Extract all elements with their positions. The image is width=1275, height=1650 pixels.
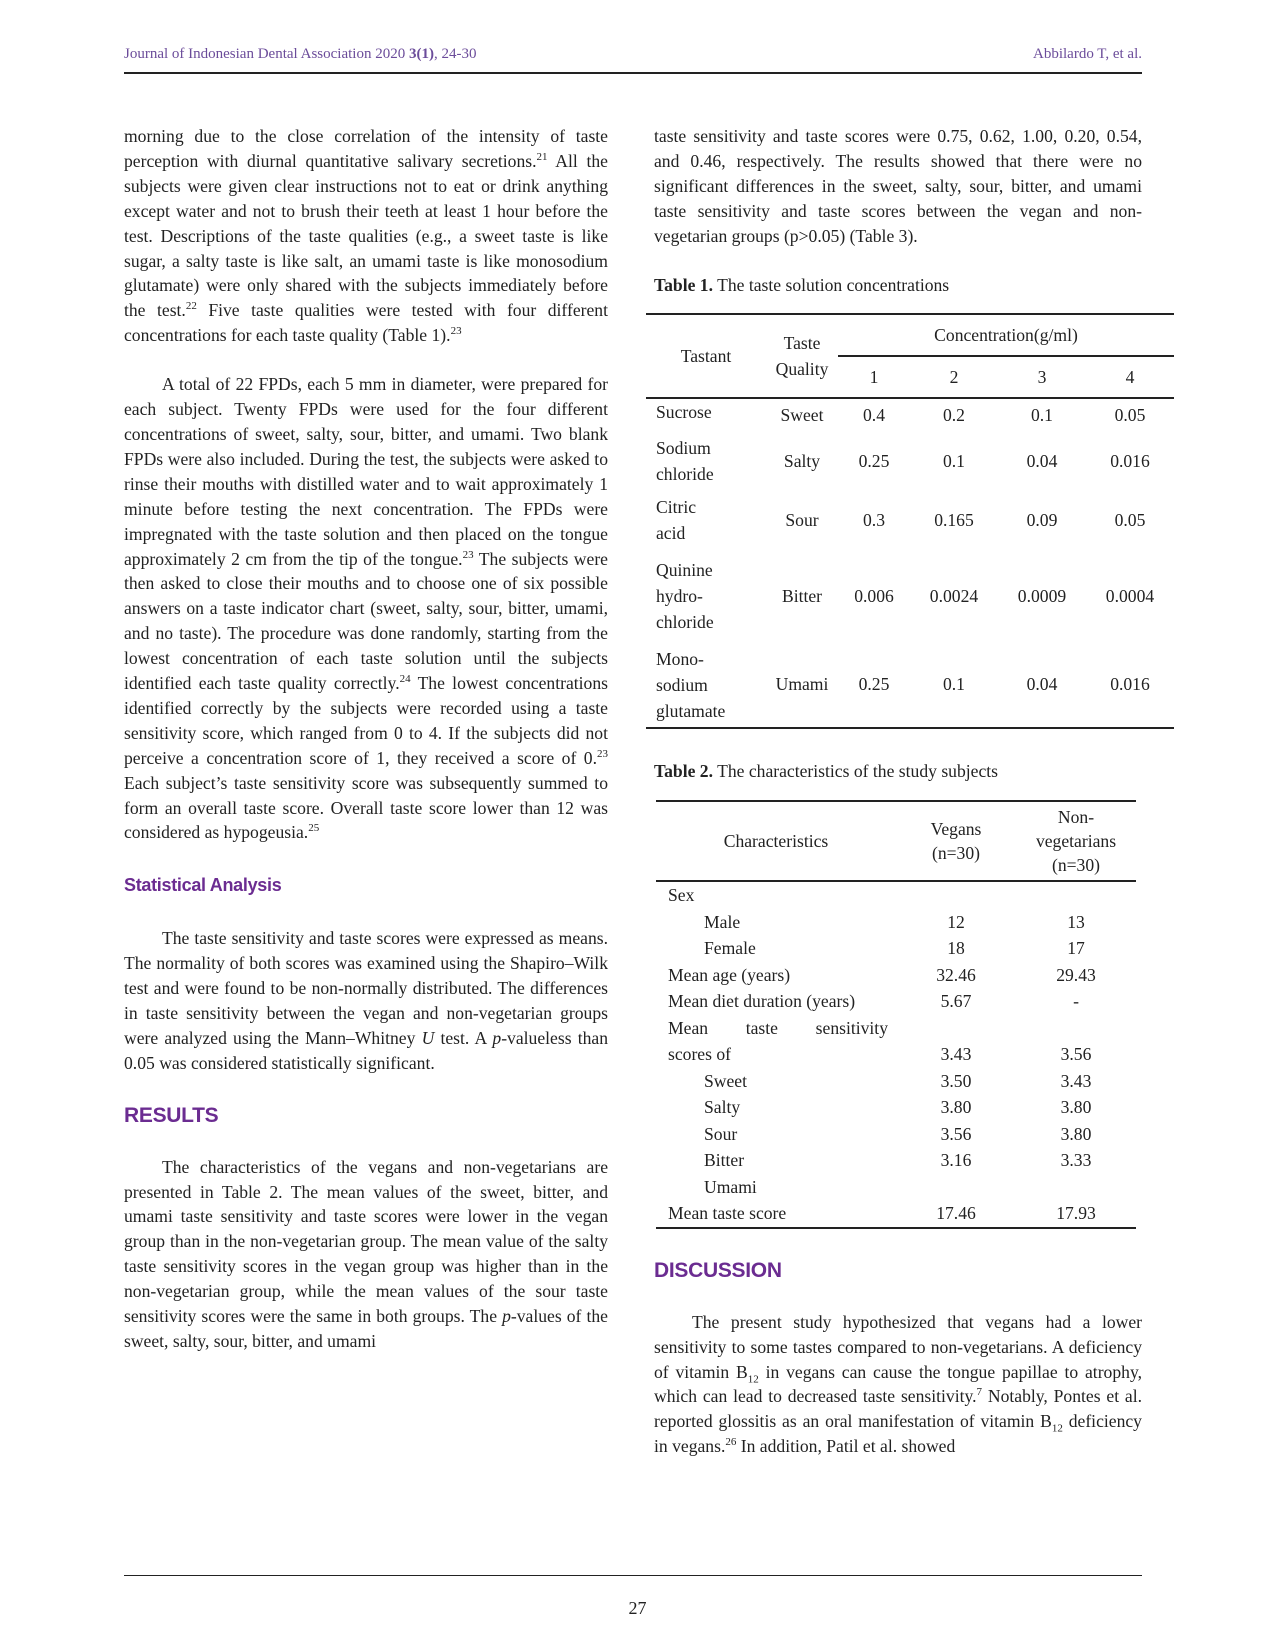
header-tastant: Tastant xyxy=(680,345,732,366)
header-level: 3 xyxy=(1037,366,1047,387)
header-non-vegetarians: Non- vegetarians (n=30) xyxy=(1035,807,1117,876)
table-row: Sucrose Sweet 0.4 0.2 0.1 0.05 xyxy=(656,402,1146,426)
paragraph: The present study hypothesized that vegans had a lower sensitivity to some tastes compared to non-vegetarians. A deficiency of vitamin $B_{12}$ in vegans can cause the tongue papillae to atrophy, which can lead to decreased taste sensitivity.$^7$ Notably, Pontes et al. reported glossitis as an oral manifestation of vitamin $B_{12}$ deficiency in vegans.$^{26}$ In addition, Patil et al. showed xyxy=(654,1311,1143,1457)
citation-ref: 7 xyxy=(976,1386,983,1399)
citation-ref: 21 xyxy=(536,151,548,164)
table-row: Citric acid Sour 0.3 0.165 0.09 0.05 xyxy=(656,497,1146,544)
table-row: Mean age (years) 32.46 29.43 xyxy=(668,964,1096,985)
table-row: Umami xyxy=(704,1176,757,1197)
paragraph: The characteristics of the vegans and non-vegetarians are presented in Table 2. The mean values of the sweet, bitter, and umami taste sensitivity and taste scores were lower in the vegan group than in the non-vegetarian group. The mean value of the salty taste sensitivity scores in the vegan group was higher than in the non-vegetarian group, while the mean values of the sour taste sensitivity scores were the same in both groups. The p-values of the sweet, salty, sour, bitter, and umami xyxy=(124,1156,608,1351)
table-row: Bitter 3.16 3.33 xyxy=(704,1150,1092,1171)
table-row: Female 18 17 xyxy=(704,938,1085,959)
citation-ref: 22 xyxy=(185,300,197,313)
table-row: Mono- sodium glutamate Umami 0.25 0.1 0.04 0.016 xyxy=(656,648,1150,721)
table-row: Quinine hydro- chloride Bitter 0.006 0.0024 0.0009 0.0004 xyxy=(656,560,1155,633)
table-row: Sodium chloride Salty 0.25 0.1 0.04 0.016 xyxy=(656,438,1150,485)
table2-characteristics xyxy=(656,800,1136,1229)
table2-caption: Table 2. The characteristics of the study subjects xyxy=(654,761,998,782)
journal-volume: 3(1) xyxy=(408,46,434,62)
running-header xyxy=(124,44,1142,74)
paragraph: The taste sensitivity and taste scores were expressed as means. The normality of both scores was examined using the Shapiro–Wilk test and were found to be non-normally distributed. The differences in taste sensitivity between the vegan and non-vegetarian groups were analyzed using the Mann–Whitney U test. A p-valueless than 0.05 was considered statistically significant. xyxy=(124,928,608,1073)
table1-concentrations xyxy=(646,313,1174,729)
journal-pages: , 24-30 xyxy=(433,46,477,62)
table-row: Mean diet duration (years) 5.67 - xyxy=(668,991,1079,1012)
running-authors: Abbilardo T, et al. xyxy=(1033,46,1142,62)
table-row: Sex xyxy=(668,885,695,906)
right-column xyxy=(654,124,1155,1459)
paragraph: taste sensitivity and taste scores were 0.75, 0.62, 1.00, 0.20, 0.54, and 0.46, respectively. The results showed that there were no significant differences in the sweet, salty, sour, bitter, and umami taste sensitivity and taste scores between the vegan and non-vegetarian groups (p>0.05) (Table 3). xyxy=(654,126,1142,246)
header-level: 2 xyxy=(949,366,959,387)
header-concentration: Concentration(g/ml) xyxy=(838,314,1174,356)
table-row: Mean taste score 17.46 17.93 xyxy=(668,1203,1096,1224)
table-row: Salty 3.80 3.80 xyxy=(704,1097,1092,1118)
subsection-heading: Statistical Analysis xyxy=(124,875,282,896)
table-row: Sweet 3.50 3.43 xyxy=(704,1070,1092,1091)
citation-ref: 23 xyxy=(450,325,462,338)
header-characteristics: Characteristics xyxy=(723,831,829,852)
paragraph: A total of 22 FPDs, each 5 mm in diameter, were prepared for each subject. Twenty FPDs were used for the four different concentrations of sweet, salty, sour, bitter, and umami. Two blank FPDs were also included. During the test, the subjects were asked to rinse their mouths with distilled water and to wait approximately 1 minute before testing the next concentration. The FPDs were impregnated with the taste solution and then placed on the tongue approximately 2 cm from the tip of the tongue.$^{23}$ The subjects were then asked to close their mouths and to choose one of six possible answers on a taste indicator chart (sweet, salty, sour, bitter, umami, and no taste). The procedure was done randomly, starting from the lowest concentration of each taste solution until the subjects identified each taste quality correctly.$^{24}$ The lowest concentrations identified correctly by the subjects were recorded using a taste sensitivity score, which ranged from 0 to 4. If the subjects did not perceive a concentration score of 1, they received a score of 0.23 Each subject’s taste sensitivity score was subsequently summed to form an overall taste score. Overall taste score lower than 12 was considered as hypogeusia.$^{25}$ xyxy=(124,374,608,843)
paragraph: morning due to the close correlation of the intensity of taste perception with diurnal quantitative salivary secretions.$^{21}$ All the subjects were given clear instructions not to eat or drink anything except water and not to brush their teeth at least 1 hour before the test. Descriptions of the taste qualities (e.g., a sweet taste is like sugar, a salty taste is like salt, an umami taste is like monosodium glutamate) were only shared with the subjects immediately before the test.$^{22}$ Five taste qualities were tested with four different concentrations for each taste quality (Table 1).$^{23}$ xyxy=(124,126,608,346)
section-heading-discussion: DISCUSSION xyxy=(654,1258,782,1282)
table-row: Male 12 13 xyxy=(704,911,1085,932)
table-row: scores of 3.43 3.56 xyxy=(668,1044,1092,1065)
citation-ref: 26 xyxy=(725,1436,737,1449)
citation-ref: 23 xyxy=(597,747,608,760)
table1-caption: Table 1. The taste solution concentrations xyxy=(654,274,950,295)
journal-citation xyxy=(124,46,476,63)
footer-rule xyxy=(124,1575,1142,1576)
left-column xyxy=(124,124,608,1354)
header-taste-quality: Taste Quality xyxy=(775,333,829,380)
journal-name: Journal of Indonesian Dental Association 2020 xyxy=(124,46,409,62)
page-number: 27 xyxy=(628,1598,647,1618)
citation-ref: 24 xyxy=(399,673,411,686)
header-vegans: Vegans (n=30) xyxy=(930,819,982,864)
table-row: Sour 3.56 3.80 xyxy=(704,1123,1092,1144)
header-level: 1 xyxy=(869,366,879,387)
table-row: Mean taste sensitivity xyxy=(668,1017,888,1038)
citation-ref: 25 xyxy=(308,822,320,835)
header-level: 4 xyxy=(1125,366,1135,387)
section-heading-results: RESULTS xyxy=(124,1103,219,1127)
citation-ref: 23 xyxy=(462,548,474,561)
